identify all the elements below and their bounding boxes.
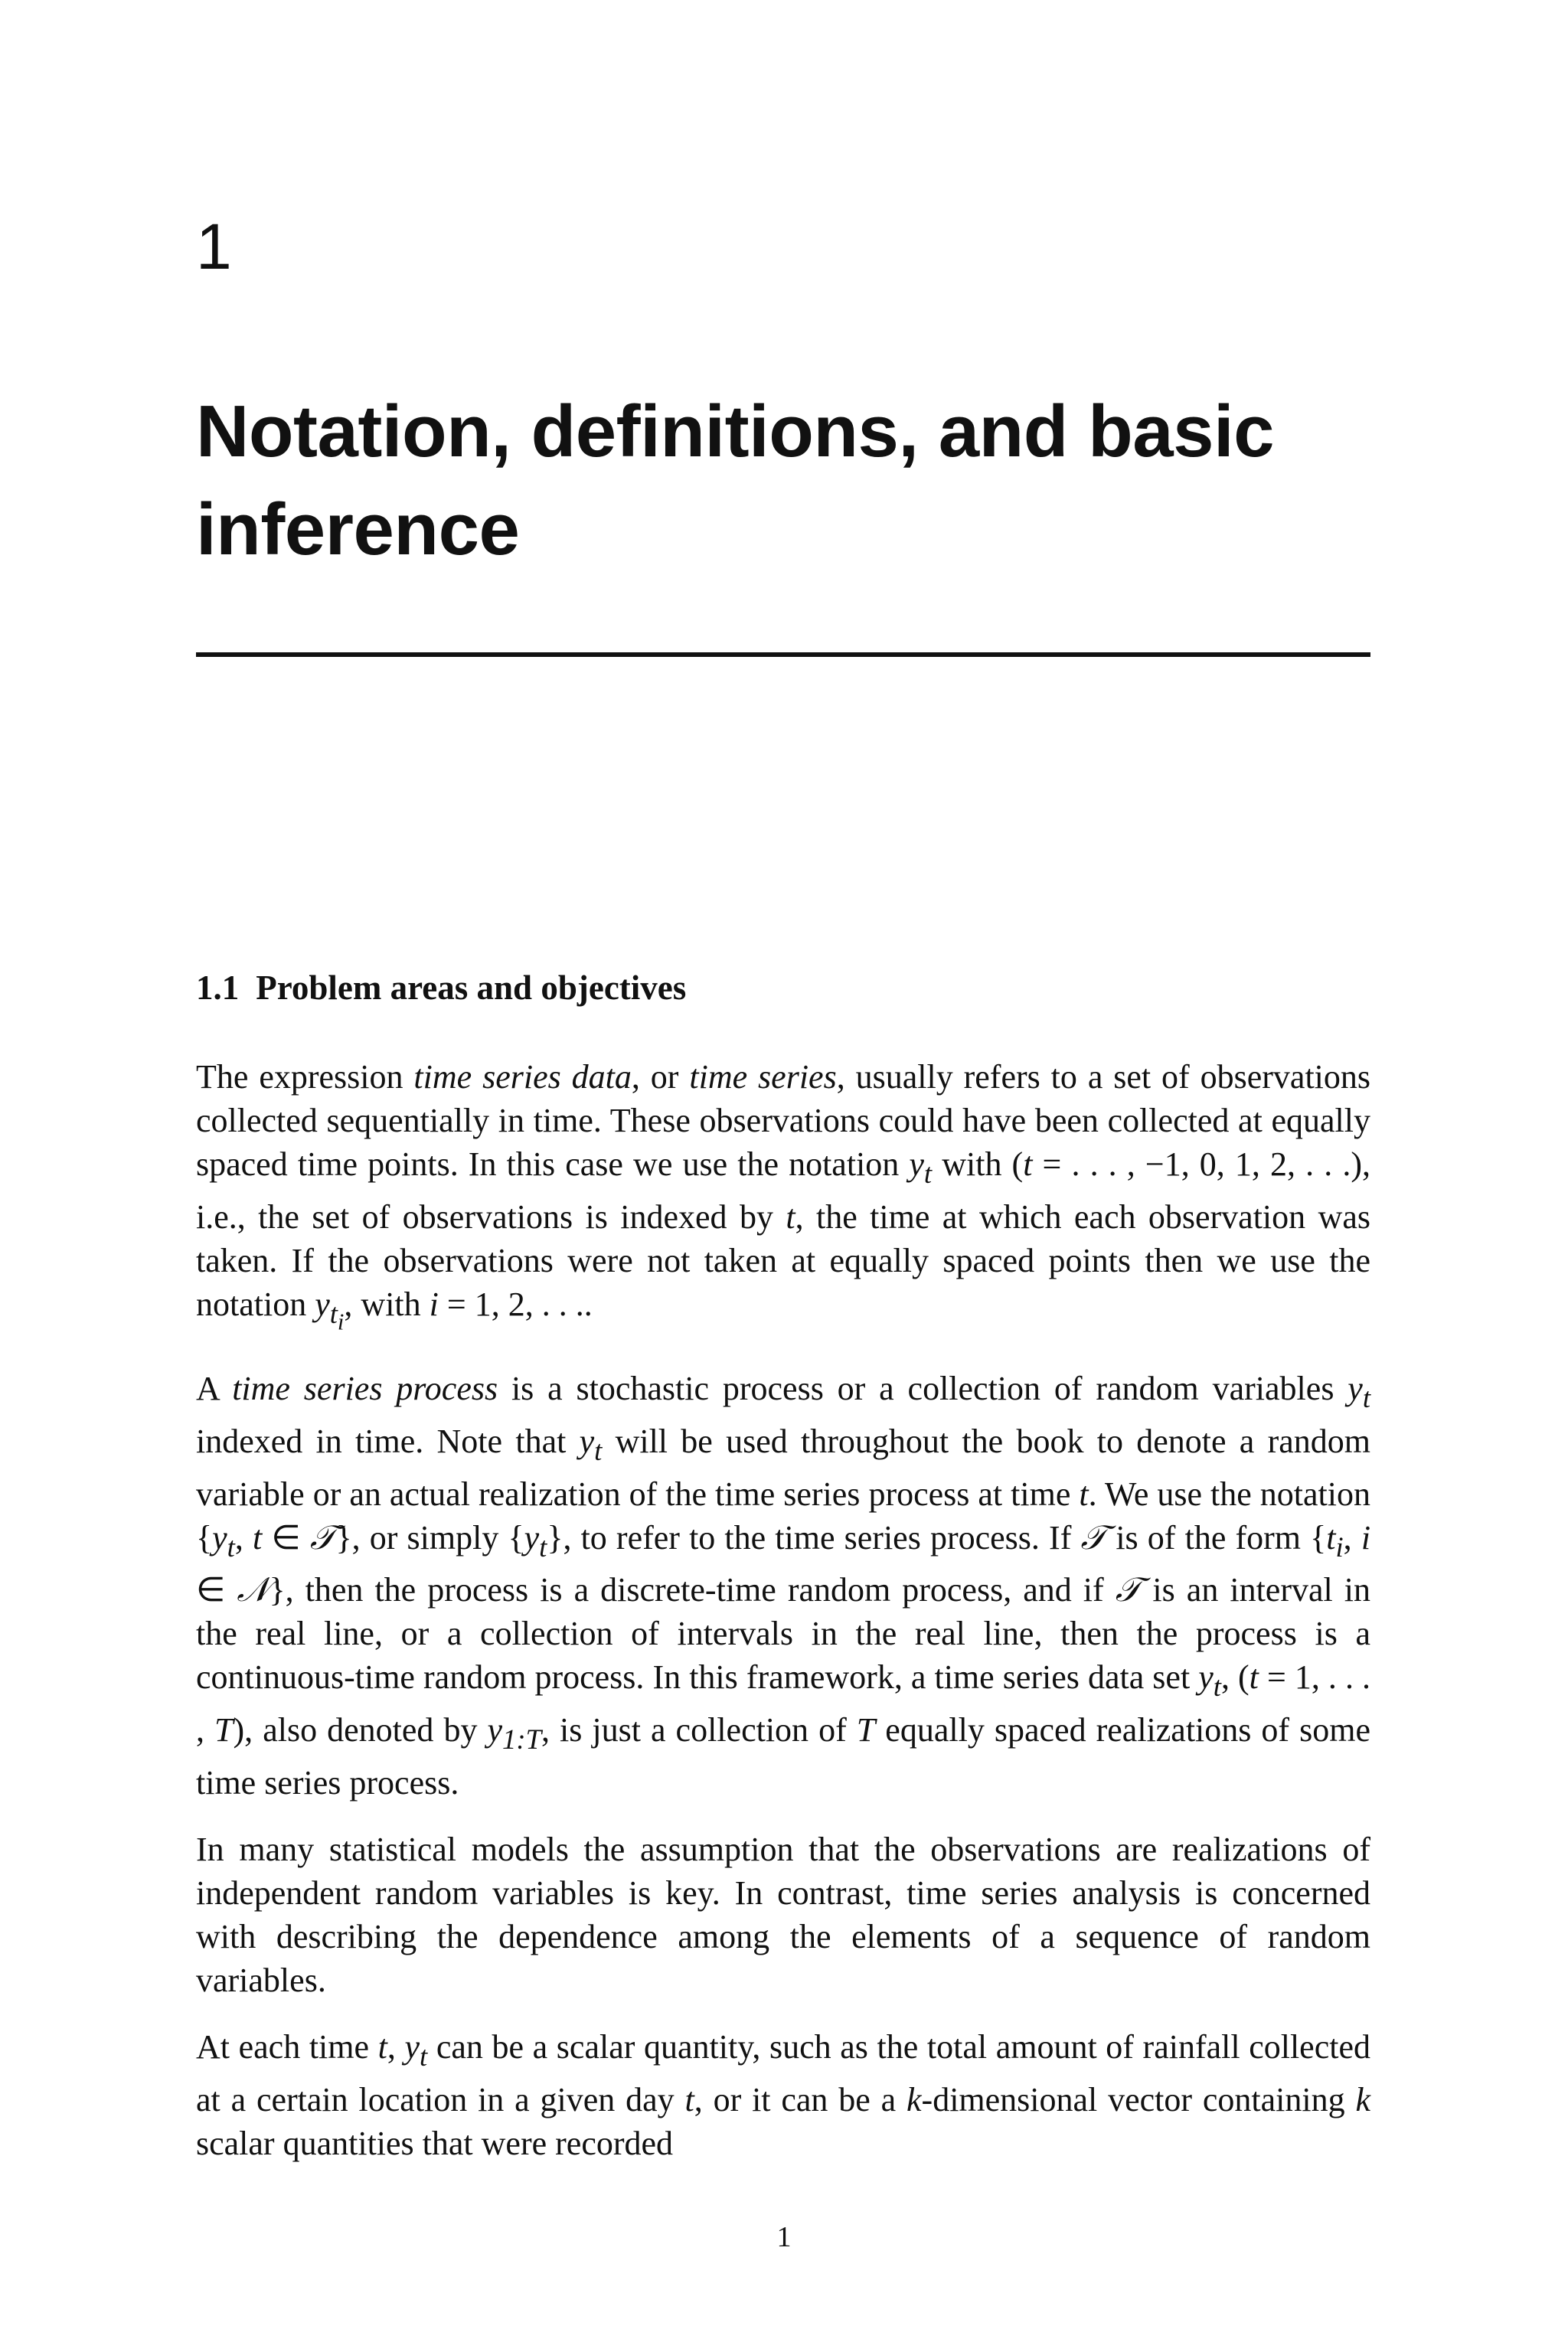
paragraph-2 (196, 1367, 1370, 1805)
text-run: , (1343, 1518, 1361, 1557)
math-symbol: t (1023, 1145, 1033, 1183)
text-run: is a stochastic process or a collection of random variables (498, 1369, 1348, 1407)
section-number: 1.1 (196, 969, 240, 1007)
page-number: 1 (776, 2221, 792, 2253)
paragraph-1 (196, 1055, 1370, 1344)
math-symbol: t (684, 2080, 694, 2118)
text-run: = 1, . . . , (196, 1658, 1370, 1749)
text-run: . We use the notation { (196, 1475, 1370, 1557)
math-symbol: $y_t$ (524, 1518, 547, 1563)
math-symbol: 𝒯 (1115, 1571, 1142, 1609)
text-run: equally spaced realizations of some time series process. (196, 1711, 1370, 1802)
section-heading (196, 966, 686, 1009)
body-text (196, 1055, 1370, 2165)
chapter-title: Notation, definitions, and basic inference (196, 390, 1275, 570)
text-run: , usually refers to a set of observations collected sequentially in time. These observations could have been collected at equally spaced time points. In this case we use the notation (196, 1058, 1371, 1183)
math-symbol: t (1079, 1475, 1089, 1513)
paragraph-3: In many statistical models the assumption that the observations are realizations of independent random variables is key. In contrast, time series analysis is concerned with describing the dependence among the elements of a sequence of random variables. (196, 1830, 1370, 1999)
text-run: The expression (196, 1058, 414, 1096)
math-symbol: 𝒯 (309, 1518, 336, 1557)
text-run: = . . . , −1, 0, 1, 2, . . .), i.e., the set of observations is indexed by (196, 1145, 1370, 1236)
text-run: -dimensional vector containing (921, 2080, 1356, 2118)
text-run: scalar quantities that were recorded (196, 2124, 674, 2162)
math-symbol: $y_t$ (212, 1518, 235, 1563)
math-symbol: k (906, 2080, 922, 2118)
text-run: }, then the process is a discrete-time random process, and if (269, 1571, 1116, 1609)
math-symbol: $t_i$ (1326, 1518, 1344, 1563)
text-run: = 1, 2, . . .. (438, 1285, 593, 1323)
text-run: , the time at which each observation was taken. If the observations were not taken at equally spaced points then we use the notation (196, 1197, 1370, 1323)
math-symbol: i (1361, 1518, 1371, 1557)
emphasis: time series (689, 1058, 837, 1096)
text-run: can be a scalar quantity, such as the total amount of rainfall collected at a certain location in a given day (196, 2027, 1370, 2118)
math-symbol: $y_t$ (579, 1422, 603, 1466)
emphasis: time series process (232, 1369, 498, 1407)
text-run: A (196, 1369, 233, 1407)
text-run: will be used throughout the book to denote a random variable or an actual realization of the time series process at time (196, 1422, 1370, 1513)
emphasis: time series data (413, 1058, 632, 1096)
math-symbol: $y_{t_i}$ (315, 1285, 345, 1334)
text-run: ∈ (196, 1571, 237, 1609)
math-symbol: t (377, 2027, 387, 2066)
math-symbol: t (1249, 1658, 1259, 1697)
math-symbol: $y_t$ (909, 1145, 933, 1189)
math-symbol: $y_t$ (1198, 1658, 1221, 1703)
text-run: }, to refer to the time series process. If (547, 1518, 1081, 1557)
math-symbol: 𝒯 (1080, 1518, 1107, 1557)
text-run: , is just a collection of (541, 1711, 857, 1749)
text-run: is an interval in the real line, or a collection of intervals in the real line, then the process is a continuous-time random process. In this framework, a time series data set (196, 1571, 1370, 1697)
math-symbol: i (429, 1285, 439, 1323)
math-symbol: k (1355, 2080, 1371, 2118)
text-run: , (387, 2027, 405, 2066)
text-run: , or it can be a (694, 2080, 907, 2118)
math-symbol: T (856, 1711, 876, 1749)
math-symbol: $y_t$ (404, 2027, 428, 2072)
text-run: is of the form { (1106, 1518, 1327, 1557)
text-run: }, or simply { (335, 1518, 524, 1557)
section-title: Problem areas and objectives (256, 969, 687, 1007)
text-run: , with (344, 1285, 430, 1323)
text-run: , (234, 1518, 253, 1557)
paragraph-4 (196, 2025, 1370, 2165)
text-run: indexed in time. Note that (196, 1422, 580, 1460)
chapter-title-rule (196, 652, 1370, 657)
math-symbol: T (214, 1711, 234, 1749)
math-symbol: 𝒩 (237, 1571, 270, 1609)
text-run: , or (631, 1058, 690, 1096)
text-run: with ( (932, 1145, 1024, 1183)
text-run: At each time (196, 2027, 378, 2066)
chapter-number: 1 (196, 211, 232, 283)
text-run: ∈ (262, 1518, 310, 1557)
text-run: , ( (1220, 1658, 1250, 1697)
math-symbol: $y_{1:T}$ (487, 1711, 541, 1755)
math-symbol: t (252, 1518, 263, 1557)
text-run: ), also denoted by (233, 1711, 488, 1749)
math-symbol: t (786, 1197, 795, 1236)
math-symbol: $y_t$ (1348, 1369, 1371, 1413)
